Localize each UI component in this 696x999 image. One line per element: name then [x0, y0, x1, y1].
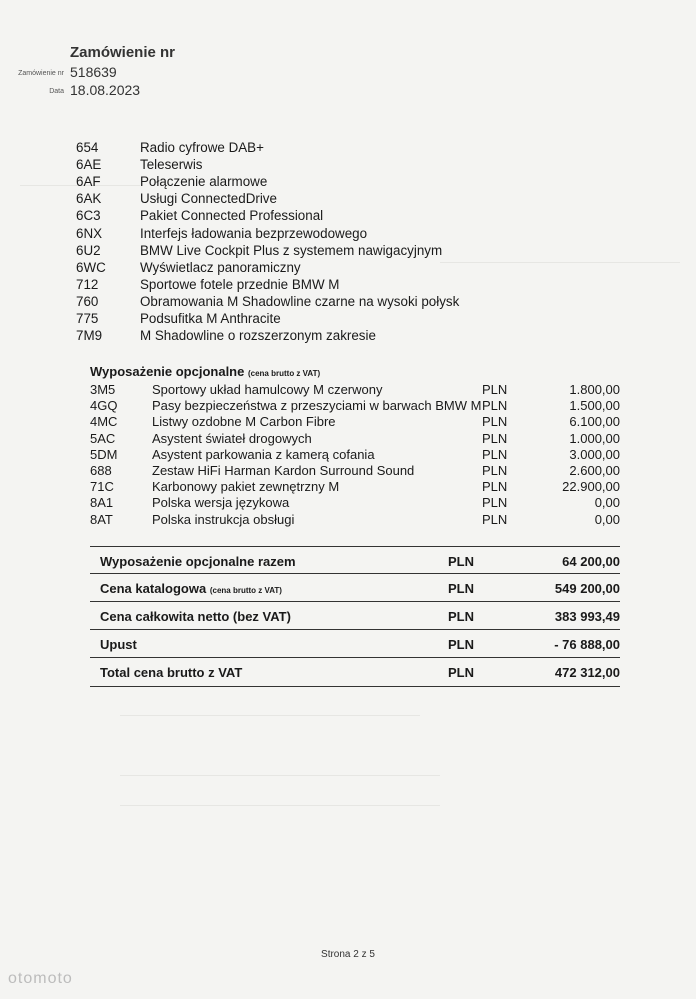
item-description: Zestaw HiFi Harman Kardon Surround Sound	[152, 463, 415, 479]
item-code: 6NX	[76, 225, 103, 241]
item-code: 6C3	[76, 208, 101, 224]
item-description: Radio cyfrowe DAB+	[140, 140, 264, 156]
item-price: 22.900,00	[562, 479, 620, 495]
item-price: 1.500,00	[569, 398, 620, 414]
item-description: Asystent świateł drogowych	[152, 430, 312, 446]
bleed-line	[120, 715, 420, 716]
optional-item-row	[90, 414, 620, 430]
order-number-label: Zamówienie nr	[18, 70, 64, 77]
divider	[90, 686, 620, 687]
item-price: 0,00	[594, 511, 620, 527]
standard-item-row	[76, 173, 496, 190]
item-description: Pasy bezpieczeństwa z przeszyciami w barwach BMW M	[152, 398, 482, 414]
optional-equipment-title: Wyposażenie opcjonalne (cena brutto z VAT)	[90, 364, 321, 379]
item-currency: PLN	[482, 430, 508, 446]
summary-row-optional-total: Wyposażenie opcjonalne razem PLN 64 200,00	[100, 553, 620, 569]
item-code: 775	[76, 310, 99, 326]
item-description: Połączenie alarmowe	[140, 174, 268, 190]
watermark: otomoto	[8, 970, 73, 987]
page-title: Zamówienie nr	[70, 44, 176, 61]
item-code: 6AE	[76, 157, 102, 173]
item-currency: PLN	[482, 463, 508, 479]
page-number: Strona 2 z 5	[321, 949, 375, 960]
standard-item-row	[76, 156, 496, 173]
item-code: 3M5	[90, 382, 116, 397]
date-label: Data	[49, 88, 64, 95]
item-description: Asystent parkowania z kamerą cofania	[152, 446, 375, 462]
optional-equipment-table	[90, 382, 620, 528]
item-price: 1.800,00	[569, 382, 620, 397]
item-currency: PLN	[482, 414, 508, 430]
divider	[90, 573, 620, 574]
item-code: 8AT	[90, 511, 113, 527]
standard-item-row	[76, 310, 496, 327]
divider	[90, 601, 620, 602]
standard-item-row	[76, 327, 496, 344]
item-description: Sportowe fotele przednie BMW M	[140, 276, 340, 292]
item-currency: PLN	[482, 511, 508, 527]
item-code: 4GQ	[90, 398, 118, 414]
optional-item-row	[90, 382, 620, 398]
item-description: Usługi ConnectedDrive	[140, 191, 277, 207]
item-code: 5AC	[90, 430, 116, 446]
item-description: Listwy ozdobne M Carbon Fibre	[152, 414, 336, 430]
optional-item-row	[90, 447, 620, 463]
item-code: 6AK	[76, 191, 102, 207]
item-currency: PLN	[482, 479, 508, 495]
standard-item-row	[76, 259, 496, 276]
item-description: Polska instrukcja obsługi	[152, 511, 295, 527]
item-price: 1.000,00	[569, 430, 620, 446]
item-code: 6AF	[76, 174, 101, 190]
item-code: 8A1	[90, 495, 114, 511]
item-description: Polska wersja językowa	[152, 495, 290, 511]
item-code: 6U2	[76, 242, 101, 258]
item-currency: PLN	[482, 382, 508, 397]
divider	[90, 657, 620, 658]
summary-row-total-gross: Total cena brutto z VAT PLN 472 312,00	[100, 664, 620, 680]
optional-item-row	[90, 512, 620, 528]
optional-item-row	[90, 495, 620, 511]
item-description: Wyświetlacz panoramiczny	[140, 259, 301, 275]
standard-item-row	[76, 207, 496, 224]
divider	[90, 546, 620, 547]
divider	[90, 629, 620, 630]
item-currency: PLN	[482, 495, 508, 511]
item-currency: PLN	[482, 398, 508, 414]
standard-equipment-list	[76, 139, 496, 344]
item-code: 654	[76, 140, 99, 156]
summary-row-catalog-price: Cena katalogowa (cena brutto z VAT) PLN 549 200,00	[100, 580, 620, 596]
item-description: Interfejs ładowania bezprzewodowego	[140, 225, 368, 241]
optional-item-row	[90, 398, 620, 414]
order-number: 518639	[70, 64, 117, 80]
item-description: M Shadowline o rozszerzonym zakresie	[140, 328, 376, 344]
standard-item-row	[76, 190, 496, 207]
item-price: 2.600,00	[569, 463, 620, 479]
standard-item-row	[76, 139, 496, 156]
item-code: 712	[76, 276, 99, 292]
item-code: 4MC	[90, 414, 118, 430]
item-description: Sportowy układ hamulcowy M czerwony	[152, 382, 383, 397]
standard-item-row	[76, 224, 496, 241]
item-code: 760	[76, 293, 99, 309]
summary-row-net-price: Cena całkowita netto (bez VAT) PLN 383 993,49	[100, 608, 620, 624]
item-code: 71C	[90, 479, 114, 495]
item-code: 5DM	[90, 446, 118, 462]
optional-item-row	[90, 479, 620, 495]
item-description: Pakiet Connected Professional	[140, 208, 324, 224]
item-price: 0,00	[594, 495, 620, 511]
item-description: BMW Live Cockpit Plus z systemem nawigacyjnym	[140, 242, 443, 258]
item-price: 3.000,00	[569, 446, 620, 462]
item-currency: PLN	[482, 446, 508, 462]
order-date: 18.08.2023	[70, 82, 141, 98]
standard-item-row	[76, 242, 496, 259]
item-code: 6WC	[76, 259, 106, 275]
item-code: 7M9	[76, 328, 103, 344]
bleed-line	[120, 805, 440, 806]
item-description: Obramowania M Shadowline czarne na wysoki połysk	[140, 293, 460, 309]
standard-item-row	[76, 293, 496, 310]
item-description: Karbonowy pakiet zewnętrzny M	[152, 479, 340, 495]
item-code: 688	[90, 463, 112, 479]
item-description: Podsufitka M Anthracite	[140, 310, 281, 326]
bleed-line	[120, 775, 440, 776]
optional-item-row	[90, 463, 620, 479]
optional-item-row	[90, 431, 620, 447]
item-description: Teleserwis	[140, 157, 203, 173]
standard-item-row	[76, 276, 496, 293]
item-price: 6.100,00	[569, 414, 620, 430]
summary-row-discount: Upust PLN - 76 888,00	[100, 636, 620, 652]
